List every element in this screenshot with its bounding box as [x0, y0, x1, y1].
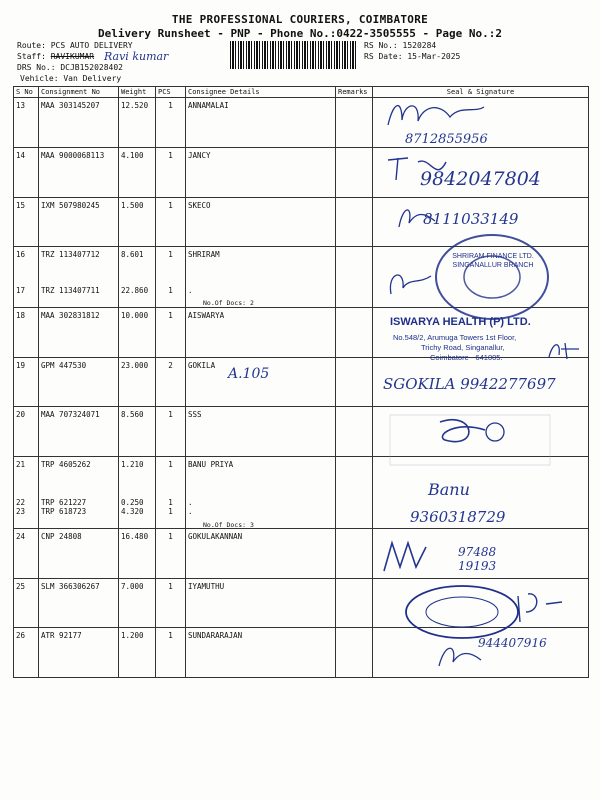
- table-row: 20 MAA 707324071 8.560 1 SSS: [14, 407, 589, 457]
- table-row: 18 MAA 302831812 10.000 1 AISWARYA: [14, 308, 589, 358]
- signature-13-scribble: [380, 95, 490, 135]
- shriram-stamp-text: SHRIRAM FINANCE LTD. SINGANALLUR BRANCH: [452, 253, 534, 269]
- company-title: THE PROFESSIONAL COURIERS, COIMBATORE: [171, 13, 429, 26]
- signature-21-name: Banu: [428, 480, 470, 499]
- signature-26-phone: 944407916: [478, 636, 547, 650]
- table-row: 15 IXM 507980245 1.500 1 SKECO: [14, 198, 589, 247]
- table-row: 23 TRP 618723 4.320 1 .: [14, 507, 589, 529]
- iswarya-stamp-addr3: Coimbatore - 641005.: [430, 353, 503, 362]
- col-pcs: PCS: [156, 87, 186, 98]
- staff-line: [17, 52, 94, 62]
- staff-handwritten: Ravi kumar: [104, 50, 169, 63]
- signature-20-stamp: [385, 410, 555, 470]
- iswarya-stamp-addr2: Trichy Road, Singanallur,: [421, 343, 505, 352]
- staff-name: RAVIKUMAR: [50, 52, 95, 61]
- signature-15-phone: 8111033149: [423, 210, 519, 228]
- table-row: 25 SLM 366306267 7.000 1 IYAMUTHU: [14, 579, 589, 628]
- table-row: 21 TRP 4605262 1.210 1 BANU PRIYA: [14, 457, 589, 495]
- signature-19-text: SGOKILA 9942277697: [383, 375, 556, 393]
- signature-24-scribble: [378, 537, 438, 577]
- iswarya-stamp-name: ISWARYA HEALTH (P) LTD.: [390, 316, 531, 328]
- table-row: 13 MAA 303145207 12.520 1 ANNAMALAI: [14, 98, 589, 148]
- signature-21-phone: 9360318729: [410, 508, 506, 526]
- col-seal: Seal & Signature: [373, 87, 589, 98]
- col-remarks: Remarks: [336, 87, 373, 98]
- col-consignee: Consignee Details: [186, 87, 336, 98]
- gokila-note: A.105: [228, 366, 270, 382]
- shriram-stamp: [430, 230, 555, 325]
- drs-number: DRS No.: DCJB152028402: [17, 63, 123, 72]
- table-row: 24 CNP 24808 16.480 1 GOKULAKANNAN: [14, 529, 589, 579]
- docs-note-2: No.Of Docs: 3: [203, 521, 254, 529]
- signature-18-scribble: [545, 337, 585, 363]
- table-row: 14 MAA 9000068113 4.100 1 JANCY: [14, 148, 589, 198]
- table-row: 19 GPM 447530 23.000 2 GOKILA: [14, 358, 589, 407]
- barcode: [230, 41, 358, 69]
- col-weight: Weight: [119, 87, 156, 98]
- vehicle: Vehicle: Van Delivery: [20, 74, 122, 83]
- signature-24-text: 97488 19193: [458, 545, 497, 573]
- iswarya-stamp-addr1: No.548/2, Arumuga Towers 1st Floor,: [393, 333, 517, 342]
- table-row: 22 TRP 621227 0.250 1 .: [14, 495, 589, 507]
- col-consignment: Consignment No: [39, 87, 119, 98]
- route-label: Route: PCS AUTO DELIVERY: [17, 41, 133, 50]
- table-row: 26 ATR 92177 1.200 1 SUNDARARAJAN: [14, 628, 589, 678]
- table-header: [14, 87, 589, 98]
- signature-16-scribble: [385, 268, 435, 298]
- staff-label: Staff:: [17, 52, 46, 61]
- docs-note-1: No.Of Docs: 2: [203, 299, 254, 307]
- rs-date: RS Date: 15-Mar-2025: [364, 52, 461, 61]
- runsheet-title: Delivery Runsheet - PNP - Phone No.:0422-3505555 - Page No.:2: [98, 27, 502, 40]
- signature-25-stamp: [400, 582, 570, 642]
- signature-14-phone: 9842047804: [420, 168, 541, 190]
- signature-13-phone: 8712855956: [405, 132, 488, 147]
- rs-number: RS No.: 1520284: [364, 41, 437, 50]
- table-row: 16 TRZ 113407712 8.601 1 SHRIRAM: [14, 247, 589, 283]
- col-sno: S No: [14, 87, 39, 98]
- table-row: 17 TRZ 113407711 22.860 1 .: [14, 283, 589, 308]
